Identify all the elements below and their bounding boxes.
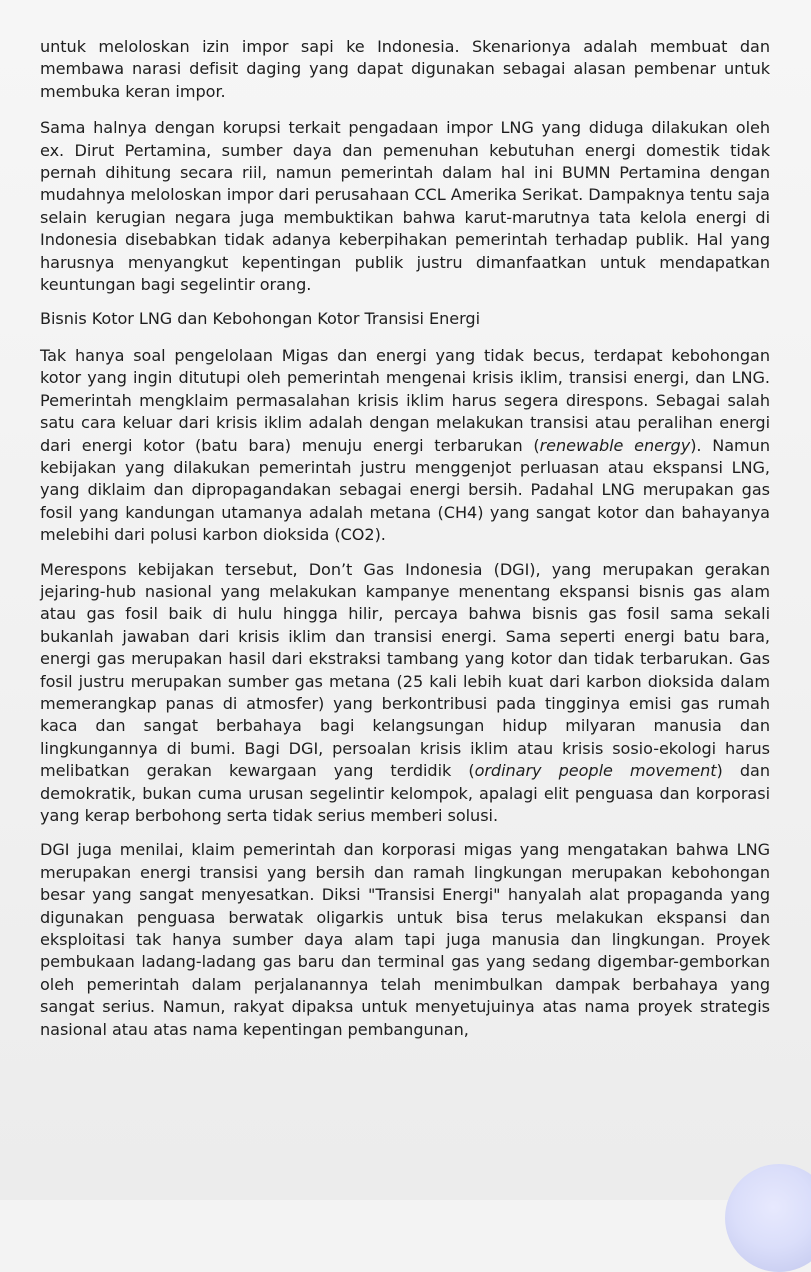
paragraph-3	[40, 345, 770, 547]
paragraph-4-text-b: ) dan demokratik, bukan cuma urusan segelintir kelompok, apalagi elit penguasa dan korporasi yang kerap berbohong serta tidak serius memberi solusi.	[40, 761, 770, 825]
paragraph-3-text-a: Tak hanya soal pengelolaan Migas dan energi yang tidak becus, terdapat kebohongan kotor yang ingin ditutupi oleh pemerintah mengenai krisis iklim, transisi energi, dan LNG. Pemerintah mengklaim permasalahan krisis iklim harus segera direspons. Sebagai salah satu cara keluar dari krisis iklim adalah dengan melakukan transisi atau peralihan energi dari energi kotor (batu bara) menuju energi terbarukan (	[40, 345, 770, 455]
paragraph-5: DGI juga menilai, klaim pemerintah dan korporasi migas yang mengatakan bahwa LNG merupakan energi transisi yang bersih dan ramah lingkungan merupakan kebohongan besar yang sangat menyesatkan. Diksi "Transisi Energi" hanyalah alat propaganda yang digunakan penguasa berwatak oligarkis untuk bisa terus melakukan ekspansi dan eksploitasi tak hanya sumber daya alam tapi juga manusia dan lingkungan. Proyek pembukaan ladang-ladang gas baru dan terminal gas yang sedang digembar-gemborkan oleh pemerintah dalam perjalanannya telah menimbulkan dampak berbahaya yang sangat serius. Namun, rakyat dipaksa untuk menyetujuinya atas nama proyek strategis nasional atau atas nama kepentingan pembangunan,	[40, 840, 770, 1039]
corner-decoration	[725, 1164, 811, 1272]
paragraph-2: Sama halnya dengan korupsi terkait pengadaan impor LNG yang diduga dilakukan oleh ex. Dirut Pertamina, sumber daya dan pemenuhan kebutuhan energi domestik tidak pernah dihitung secara riil, namun pemerintah dalam hal ini BUMN Pertamina dengan mudahnya meloloskan impor dari perusahaan CCL Amerika Serikat. Dampaknya tentu saja selain kerugian negara juga membuktikan bahwa karut-marutnya tata kelola energi di Indonesia disebabkan tidak adanya keberpihakan pemerintah terhadap publik. Hal yang harusnya menyangkut kepentingan publik justru dimanfaatkan untuk mendapatkan keuntungan bagi segelintir orang.	[40, 118, 770, 295]
document-body	[40, 36, 770, 1053]
paragraph-3-italic: renewable energy	[539, 435, 691, 455]
paragraph-4-italic: ordinary people movement	[474, 761, 717, 781]
section-heading: Bisnis Kotor LNG dan Kebohongan Kotor Transisi Energi	[40, 309, 480, 329]
paragraph-4-text-a: Merespons kebijakan tersebut, Don’t Gas Indonesia (DGI), yang merupakan gerakan jejaring-hub nasional yang melakukan kampanye menentang ekspansi bisnis gas alam atau gas fosil baik di hulu hingga hilir, percaya bahwa bisnis gas fosil sama sekali bukanlah jawaban dari krisis iklim dan transisi energi. Sama seperti energi batu bara, energi gas merupakan hasil dari ekstraksi tambang yang kotor dan tidak terbarukan. Gas fosil justru merupakan sumber gas metana (25 kali lebih kuat dari karbon dioksida dalam memerangkap panas di atmosfer) yang berkontribusi pada tingginya emisi gas rumah kaca dan sangat berbahaya bagi kelangsungan hidup milyaran manusia dan lingkungannya di bumi. Bagi DGI, persoalan krisis iklim atau krisis sosio-ekologi harus melibatkan gerakan kewargaan yang terdidik (	[40, 559, 770, 781]
paragraph-3-text-b: ). Namun kebijakan yang dilakukan pemerintah justru menggenjot perluasan atau ekspansi LNG, yang diklaim dan dipropagandakan sebagai energi bersih. Padahal LNG merupakan gas fosil yang kandungan utamanya adalah metana (CH4) yang sangat kotor dan bahayanya melebihi dari polusi karbon dioksida (CO2).	[40, 435, 770, 545]
paragraph-1: untuk meloloskan izin impor sapi ke Indonesia. Skenarionya adalah membuat dan membawa narasi defisit daging yang dapat digunakan sebagai alasan pembenar untuk membuka keran impor.	[40, 37, 770, 101]
paragraph-4	[40, 559, 770, 828]
